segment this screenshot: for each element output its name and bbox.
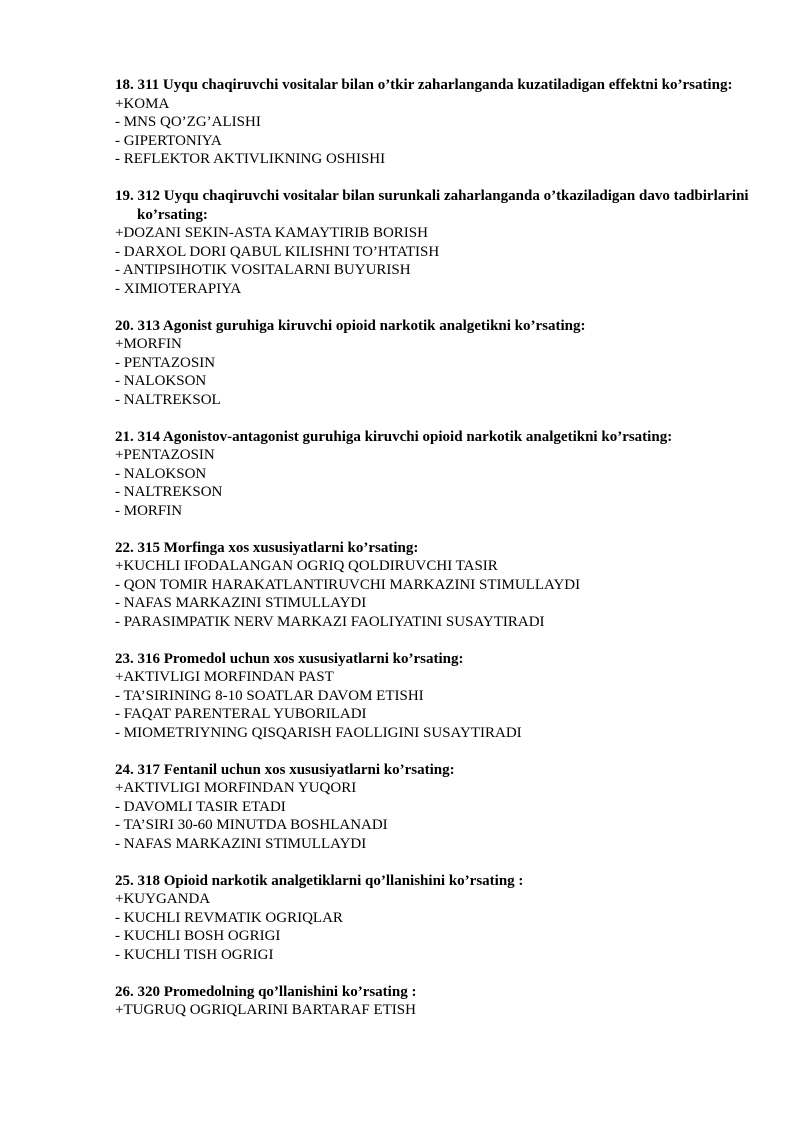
answer-option: +AKTIVLIGI MORFINDAN YUQORI bbox=[115, 780, 357, 796]
answer-option: - DARXOL DORI QABUL KILISHNI TO’HTATISH bbox=[115, 243, 440, 260]
answer-option: - QON TOMIR HARAKATLANTIRUVCHI MARKAZINI STIMULLAYDI bbox=[115, 576, 581, 593]
answer-option: - NALTREKSON bbox=[115, 484, 223, 500]
answer-option: +TUGRUQ OGRIQLARINI BARTARAF ETISH bbox=[115, 1002, 416, 1018]
answer-option: - XIMIOTERAPIYA bbox=[115, 280, 242, 297]
answer-option: - PARASIMPATIK NERV MARKAZI FAOLIYATINI SUSAYTIRADI bbox=[115, 613, 545, 630]
answer-option: +DOZANI SEKIN-ASTA KAMAYTIRIB BORISH bbox=[115, 225, 428, 241]
answer-option: - KUCHLI BOSH OGRIGI bbox=[115, 928, 281, 944]
answer-option: - NAFAS MARKAZINI STIMULLAYDI bbox=[115, 835, 367, 852]
question-title: 21. 314 Agonistov-antagonist guruhiga kiruvchi opioid narkotik analgetikni ko’rsating: bbox=[115, 428, 673, 445]
question-title: 20. 313 Agonist guruhiga kiruvchi opioid narkotik analgetikni ko’rsating: bbox=[115, 317, 586, 334]
answer-option: +KUCHLI IFODALANGAN OGRIQ QOLDIRUVCHI TASIR bbox=[115, 558, 498, 574]
question-title: 18. 311 Uyqu chaqiruvchi vositalar bilan o’tkir zaharlanganda kuzatiladigan effektni ko’rsating: bbox=[115, 77, 733, 93]
question-21 bbox=[115, 428, 755, 521]
question-24 bbox=[115, 761, 755, 854]
answer-option: - KUCHLI TISH OGRIGI bbox=[115, 946, 274, 963]
question-23 bbox=[115, 650, 755, 743]
question-title: 25. 318 Opioid narkotik analgetiklarni qo’llanishini ko’rsating : bbox=[115, 872, 524, 889]
question-title: 19. 312 Uyqu chaqiruvchi vositalar bilan surunkali zaharlanganda o’tkaziladigan davo tadbirlarini ko’rsating: bbox=[115, 188, 749, 223]
answer-option: - NAFAS MARKAZINI STIMULLAYDI bbox=[115, 595, 367, 611]
answer-option: - TA’SIRINING 8-10 SOATLAR DAVOM ETISHI bbox=[115, 687, 424, 704]
answer-option: +MORFIN bbox=[115, 336, 182, 352]
question-19 bbox=[115, 187, 755, 298]
answer-option: - NALTREKSOL bbox=[115, 391, 221, 408]
answer-option: - FAQAT PARENTERAL YUBORILADI bbox=[115, 706, 367, 722]
answer-option: - DAVOMLI TASIR ETADI bbox=[115, 798, 286, 815]
answer-option: - MIOMETRIYNING QISQARISH FAOLLIGINI SUSAYTIRADI bbox=[115, 724, 522, 741]
answer-option: - MNS QO’ZG’ALISHI bbox=[115, 114, 261, 130]
answer-option: - NALOKSON bbox=[115, 465, 207, 482]
answer-option: - MORFIN bbox=[115, 502, 183, 519]
question-title: 24. 317 Fentanil uchun xos xususiyatlarni ko’rsating: bbox=[115, 761, 455, 778]
question-22 bbox=[115, 539, 755, 632]
question-25 bbox=[115, 872, 755, 965]
question-title: 23. 316 Promedol uchun xos xususiyatlarni ko’rsating: bbox=[115, 650, 464, 667]
question-title: 26. 320 Promedolning qo’llanishini ko’rsating : bbox=[115, 983, 417, 1000]
answer-option: +PENTAZOSIN bbox=[115, 447, 215, 463]
answer-option: - REFLEKTOR AKTIVLIKNING OSHISHI bbox=[115, 151, 386, 167]
question-20 bbox=[115, 317, 755, 410]
answer-option: - NALOKSON bbox=[115, 373, 207, 389]
question-title: 22. 315 Morfinga xos xususiyatlarni ko’rsating: bbox=[115, 539, 419, 556]
answer-option: - TA’SIRI 30-60 MINUTDA BOSHLANADI bbox=[115, 817, 388, 833]
answer-option: - GIPERTONIYA bbox=[115, 132, 222, 149]
document-page bbox=[115, 76, 755, 1038]
answer-option: - ANTIPSIHOTIK VOSITALARNI BUYURISH bbox=[115, 262, 411, 278]
answer-option: +KOMA bbox=[115, 95, 170, 112]
question-18 bbox=[115, 76, 755, 169]
question-26 bbox=[115, 983, 755, 1020]
answer-option: - PENTAZOSIN bbox=[115, 354, 216, 371]
answer-option: +AKTIVLIGI MORFINDAN PAST bbox=[115, 669, 334, 685]
answer-option: +KUYGANDA bbox=[115, 891, 211, 907]
answer-option: - KUCHLI REVMATIK OGRIQLAR bbox=[115, 909, 343, 926]
